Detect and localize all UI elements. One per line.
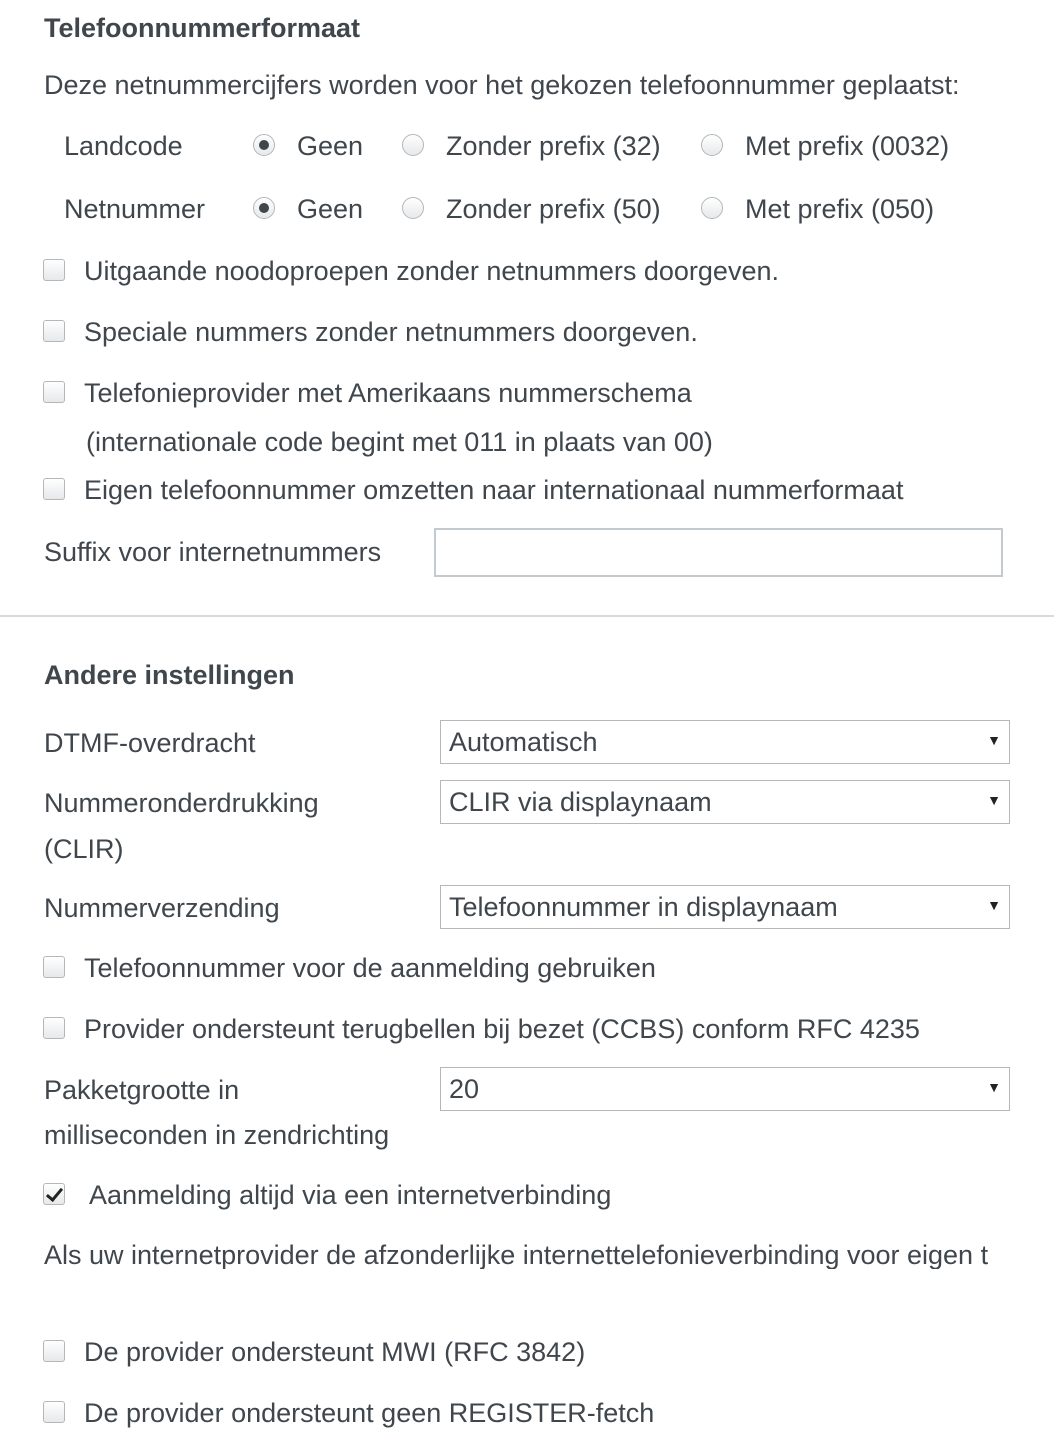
- american-scheme-sublabel: (internationale code begint met 011 in plaats van 00): [86, 427, 713, 457]
- landcode-radio-met-prefix[interactable]: [701, 134, 723, 156]
- landcode-option-zonder-prefix-label: Zonder prefix (32): [446, 131, 661, 161]
- dropdown-arrow-icon: ▼: [987, 1079, 1001, 1095]
- netnummer-radio-met-prefix[interactable]: [701, 197, 723, 219]
- clir-label-line2: (CLIR): [44, 834, 124, 864]
- dropdown-arrow-icon: ▼: [987, 897, 1001, 913]
- ccbs-checkbox[interactable]: [43, 1017, 65, 1039]
- landcode-radio-geen[interactable]: [253, 134, 275, 156]
- packet-size-select[interactable]: [440, 1067, 1010, 1111]
- special-numbers-label: Speciale nummers zonder netnummers doorgeven.: [84, 317, 698, 347]
- clir-select[interactable]: [440, 780, 1010, 824]
- suffix-label: Suffix voor internetnummers: [44, 537, 382, 567]
- suffix-input[interactable]: [434, 528, 1003, 577]
- emergency-calls-label: Uitgaande noodoproepen zonder netnummers doorgeven.: [84, 256, 779, 286]
- dropdown-arrow-icon: ▼: [987, 792, 1001, 808]
- landcode-radio-zonder-prefix[interactable]: [402, 134, 424, 156]
- international-format-label: Eigen telefoonnummer omzetten naar internationaal nummerformaat: [84, 475, 904, 505]
- netnummer-option-met-prefix-label: Met prefix (050): [745, 194, 935, 224]
- dtmf-select-value: Automatisch: [449, 727, 598, 757]
- netnummer-radio-zonder-prefix[interactable]: [402, 197, 424, 219]
- landcode-label: Landcode: [64, 131, 183, 161]
- netnummer-option-zonder-prefix-label: Zonder prefix (50): [446, 194, 661, 224]
- register-fetch-checkbox[interactable]: [43, 1401, 65, 1423]
- section-divider: [0, 615, 1054, 617]
- register-number-label: Telefoonnummer voor de aanmelding gebruiken: [84, 953, 656, 983]
- mwi-label: De provider ondersteunt MWI (RFC 3842): [84, 1337, 586, 1367]
- clir-select-value: CLIR via displaynaam: [449, 787, 712, 817]
- international-format-checkbox[interactable]: [43, 478, 65, 500]
- always-internet-label: Aanmelding altijd via een internetverbinding: [89, 1180, 612, 1210]
- packet-size-label: Pakketgrootte in: [44, 1075, 240, 1105]
- dropdown-arrow-icon: ▼: [987, 732, 1001, 748]
- american-scheme-checkbox[interactable]: [43, 381, 65, 403]
- clir-label: Nummeronderdrukking: [44, 788, 319, 818]
- netnummer-label: Netnummer: [64, 194, 206, 224]
- register-number-checkbox[interactable]: [43, 956, 65, 978]
- packet-size-select-value: 20: [449, 1074, 480, 1104]
- netnummer-radio-geen[interactable]: [253, 197, 275, 219]
- landcode-option-met-prefix-label: Met prefix (0032): [745, 131, 950, 161]
- number-sending-select[interactable]: [440, 885, 1010, 929]
- dtmf-label: DTMF-overdracht: [44, 728, 256, 758]
- section-heading-phone-format: Telefoonnummerformaat: [44, 13, 361, 43]
- info-text: Als uw internetprovider de afzonderlijke internettelefonieverbinding voor eigen t: [44, 1242, 989, 1269]
- special-numbers-checkbox[interactable]: [43, 320, 65, 342]
- landcode-option-geen-label: Geen: [297, 131, 364, 161]
- mwi-checkbox[interactable]: [43, 1340, 65, 1362]
- american-scheme-label: Telefonieprovider met Amerikaans nummerschema: [84, 378, 692, 408]
- number-sending-label: Nummerverzending: [44, 893, 280, 923]
- intro-text: Deze netnummercijfers worden voor het gekozen telefoonnummer geplaatst:: [44, 70, 960, 100]
- ccbs-label: Provider ondersteunt terugbellen bij bezet (CCBS) conform RFC 4235: [84, 1014, 920, 1044]
- section-heading-other-settings: Andere instellingen: [44, 660, 295, 690]
- register-fetch-label: De provider ondersteunt geen REGISTER-fetch: [84, 1398, 655, 1428]
- dtmf-select[interactable]: [440, 720, 1010, 764]
- emergency-calls-checkbox[interactable]: [43, 259, 65, 281]
- packet-size-label-line2: milliseconden in zendrichting: [44, 1120, 390, 1150]
- number-sending-select-value: Telefoonnummer in displaynaam: [449, 892, 838, 922]
- always-internet-checkbox[interactable]: [43, 1183, 65, 1205]
- netnummer-option-geen-label: Geen: [297, 194, 364, 224]
